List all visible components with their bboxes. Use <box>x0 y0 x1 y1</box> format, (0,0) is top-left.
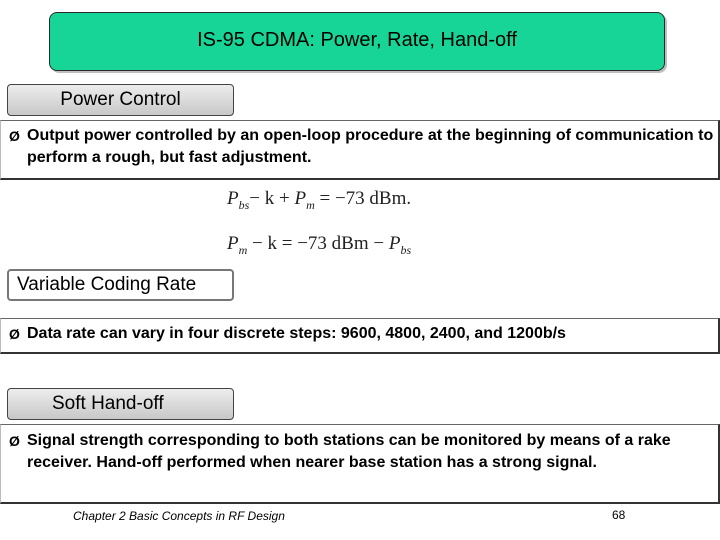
page-number: 68 <box>612 508 626 522</box>
slide-title: IS-95 CDMA: Power, Rate, Hand-off <box>197 29 517 51</box>
soft-handoff-heading <box>7 388 234 420</box>
variable-rate-heading <box>7 269 234 301</box>
power-control-box <box>0 120 720 180</box>
slide-title-box <box>49 12 665 71</box>
soft-handoff-box <box>0 424 720 504</box>
bullet-arrow-icon: Ø <box>9 128 20 144</box>
soft-handoff-label: Soft Hand-off <box>52 393 164 414</box>
soft-handoff-bullet <box>1 430 718 474</box>
footer-chapter: Chapter 2 Basic Concepts in RF Design <box>73 509 285 523</box>
bullet-arrow-icon: Ø <box>9 326 20 342</box>
equation-2: $P_m - k = -73$ dBm − $P_{bs}$ <box>227 233 412 257</box>
equation-1: $P_{bs}- k + P_m = -73$ dBm. <box>227 188 412 212</box>
variable-rate-box <box>0 318 720 354</box>
power-control-text: Output power controlled by an open-loop procedure at the beginning of communication to perform a rough, but fast adjustment. <box>27 127 714 166</box>
variable-rate-bullet <box>1 323 718 345</box>
soft-handoff-text: Signal strength corresponding to both stations can be monitored by means of a rake receiver. Hand-off performed when nearer base station has a strong signal. <box>27 432 671 471</box>
variable-rate-text: Data rate can vary in four discrete steps: 9600, 4800, 2400, and 1200b/s <box>27 325 566 342</box>
power-control-label: Power Control <box>60 89 181 110</box>
power-control-heading <box>7 84 234 116</box>
bullet-arrow-icon: Ø <box>9 433 20 449</box>
power-control-bullet <box>1 125 718 169</box>
variable-rate-label: Variable Coding Rate <box>17 274 197 295</box>
